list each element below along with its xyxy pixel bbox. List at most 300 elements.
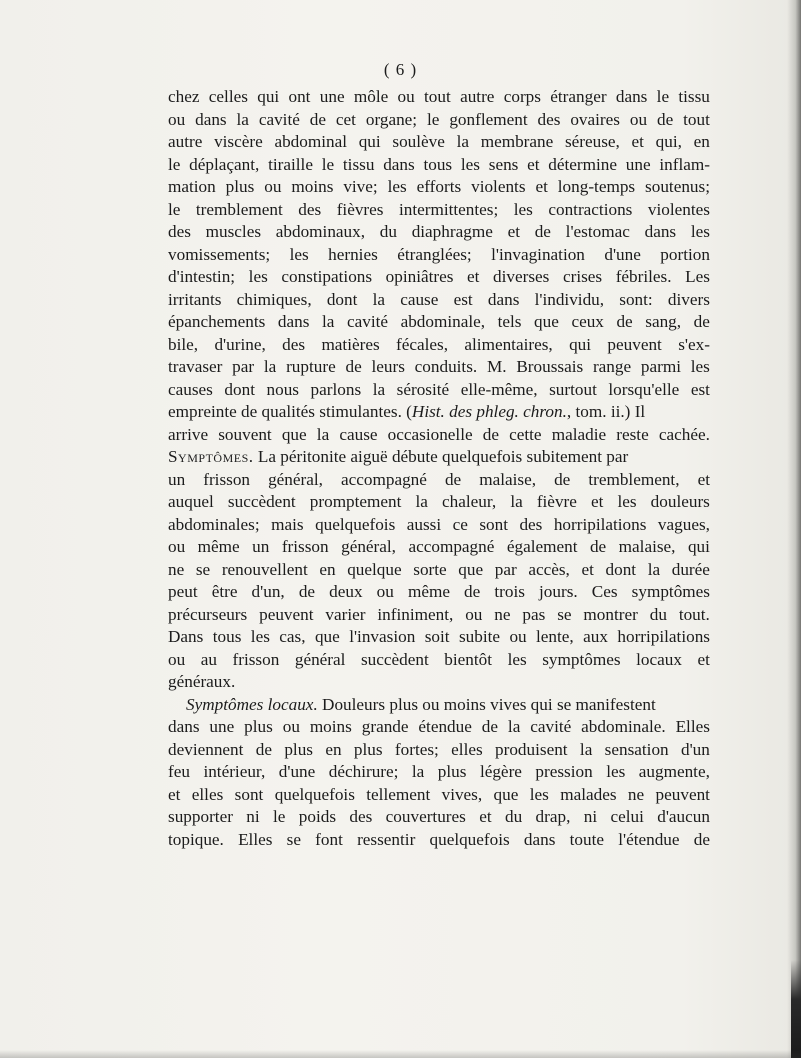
word: quelque: [347, 559, 402, 579]
word: alimentaires,: [464, 334, 553, 354]
word: d'un: [680, 739, 710, 759]
text-line: [168, 379, 710, 402]
word: du: [504, 807, 523, 826]
text-line: [168, 356, 710, 379]
word: range: [592, 357, 632, 376]
word: ou: [168, 649, 186, 669]
word: étranger: [550, 87, 607, 106]
word: frisson: [281, 537, 329, 556]
word: cause: [339, 424, 378, 444]
word: peuvent: [259, 604, 314, 624]
word: divers: [667, 289, 710, 309]
word: sens: [488, 154, 519, 174]
word: du: [379, 222, 397, 241]
word: qui: [257, 87, 280, 106]
word: tels: [497, 312, 522, 331]
word: le: [168, 154, 181, 174]
word: abdominale.: [581, 717, 666, 736]
italic-segment: Symptômes locaux.: [186, 694, 318, 714]
word: les: [460, 154, 480, 174]
word: inflam-: [659, 154, 710, 174]
word: en: [325, 739, 342, 759]
word: l'invagination: [491, 244, 585, 264]
text-line: [168, 334, 710, 357]
word: portion: [660, 244, 710, 264]
word: de: [656, 109, 674, 129]
word: diverses: [493, 267, 550, 286]
text-segment: empreinte de qualités stimulantes. (: [168, 402, 412, 421]
word: soutenus;: [645, 177, 710, 196]
word: long-temps: [557, 177, 636, 196]
word: abdominaux,: [275, 222, 366, 241]
word: que: [281, 424, 307, 444]
word: fécales,: [396, 334, 449, 354]
word: accompagné: [341, 469, 427, 489]
word: les: [250, 627, 270, 646]
page-number: ( 6 ): [383, 60, 418, 79]
word: de: [255, 739, 272, 759]
word: par: [232, 357, 255, 376]
word: pression: [535, 762, 593, 781]
word: matières: [321, 334, 380, 354]
word: sont:: [619, 289, 653, 309]
text-line: [168, 536, 710, 559]
text-line: [168, 491, 710, 514]
text-line: [168, 289, 710, 312]
word: parmi: [640, 357, 681, 376]
word: poids: [298, 807, 337, 826]
word: ou: [397, 87, 415, 106]
text-line: [168, 806, 710, 829]
word: la: [647, 559, 661, 579]
word: peuvent: [655, 784, 710, 804]
word: tout.: [678, 604, 710, 624]
word: cavité: [258, 109, 300, 129]
word: la: [236, 109, 249, 129]
word: augmente,: [638, 762, 710, 781]
word: organe;: [365, 109, 418, 129]
word: qui: [569, 334, 592, 354]
word: deux: [329, 582, 363, 601]
word: parlons: [310, 379, 362, 399]
word: tout: [424, 87, 451, 106]
word: abdominales;: [168, 514, 260, 534]
text-line: [168, 559, 710, 582]
word: plus: [353, 739, 383, 759]
word: irritants: [168, 289, 222, 309]
word: ont: [288, 87, 311, 106]
section-heading: Symptômes.: [168, 447, 254, 466]
word: se: [195, 559, 211, 579]
word: violents: [471, 177, 526, 196]
word: conduits.: [414, 357, 478, 376]
word: d'une: [278, 762, 316, 781]
word: les: [507, 649, 527, 669]
word: être: [211, 582, 238, 601]
word: une: [319, 87, 345, 106]
word: souvent: [218, 424, 272, 444]
word: une: [625, 154, 651, 174]
word: même: [407, 582, 450, 601]
word: par: [494, 559, 517, 579]
text-line: [168, 716, 710, 739]
word: la: [411, 762, 425, 781]
word: ni: [246, 807, 260, 826]
word: ressentir: [357, 829, 416, 849]
word: ceux: [571, 312, 604, 331]
word: un: [168, 469, 186, 489]
word: et: [535, 177, 548, 196]
word: montrer: [583, 604, 638, 624]
word: se: [286, 829, 301, 849]
word: général: [294, 649, 346, 669]
text-line: [168, 739, 710, 762]
word: renouvellent: [221, 559, 308, 579]
word: dans: [195, 109, 227, 129]
word: les: [513, 199, 533, 219]
word: et: [527, 154, 540, 174]
word: cavité: [346, 312, 388, 331]
word: varier: [325, 604, 366, 624]
word: dont: [605, 559, 637, 579]
word: la: [456, 132, 469, 151]
word: cavité: [530, 717, 572, 736]
word: malaise,: [618, 537, 676, 556]
word: durée: [671, 559, 710, 579]
text-line: [168, 244, 710, 267]
word: abdominal: [274, 132, 347, 151]
word: elle-même,: [460, 379, 538, 399]
word: un: [252, 537, 270, 556]
word: dans: [487, 289, 520, 309]
word: des: [519, 514, 543, 534]
word: diaphragme: [411, 222, 493, 241]
word: dans: [168, 717, 200, 736]
word: locaux: [636, 649, 682, 669]
word: pas: [522, 604, 546, 624]
word: occasionelle: [387, 424, 473, 444]
word: séreuse,: [564, 132, 620, 151]
word: de: [616, 312, 633, 331]
word: accompagné: [408, 537, 495, 556]
word: les: [617, 492, 637, 511]
word: vives,: [441, 784, 483, 804]
word: viscère: [214, 132, 263, 151]
word: les: [289, 244, 309, 264]
word: mais: [271, 514, 304, 534]
word: le: [656, 87, 670, 106]
word: ou: [629, 109, 648, 129]
text-line: [168, 176, 710, 199]
word: autre: [460, 87, 495, 106]
word: d'une: [604, 244, 641, 264]
word: aux: [583, 627, 608, 646]
word: M.: [486, 357, 507, 376]
word: dans: [523, 829, 556, 849]
word: détermine: [548, 154, 618, 174]
word: chimiques,: [236, 289, 312, 309]
word: violentes: [647, 199, 710, 219]
word: de: [534, 222, 551, 241]
word: s'ex-: [678, 334, 710, 354]
word: et: [697, 649, 710, 669]
word: causes: [168, 379, 213, 399]
word: de: [482, 424, 499, 444]
word: ce: [452, 514, 468, 534]
word: tout: [683, 109, 710, 129]
word: étendue: [418, 717, 472, 736]
word: sensation: [604, 739, 669, 759]
word: des: [349, 807, 373, 826]
word: la: [372, 289, 385, 309]
word: supporter: [168, 807, 233, 826]
text-line: [168, 401, 710, 424]
word: les: [690, 222, 710, 241]
text-line: [168, 86, 710, 109]
word: leurs: [371, 357, 405, 376]
word: fébriles.: [615, 267, 672, 286]
word: ni: [583, 807, 598, 826]
word: tous: [212, 627, 242, 646]
word: cas,: [279, 627, 306, 646]
word: succèdent: [227, 492, 296, 511]
word: est: [453, 289, 473, 309]
word: même: [197, 537, 240, 556]
word: la: [507, 717, 521, 736]
word: lorsqu'elle: [608, 379, 680, 399]
word: également: [506, 537, 578, 556]
word: dans: [277, 312, 310, 331]
text-segment: La péritonite aiguë débute quelquefois subitement par: [253, 447, 629, 466]
text-line: [168, 514, 710, 537]
word: des: [282, 334, 306, 354]
word: dans: [383, 154, 415, 174]
word: le: [321, 154, 335, 174]
word: de: [693, 312, 710, 331]
word: tiraille: [268, 154, 313, 174]
word: des: [298, 199, 322, 219]
word: lente,: [536, 627, 574, 646]
word: ou: [465, 604, 483, 624]
word: plus: [284, 739, 313, 759]
word: tous: [423, 154, 453, 174]
word: sont: [234, 784, 264, 804]
word: les: [529, 784, 549, 804]
word: cet: [335, 109, 356, 129]
word: symptômes: [542, 649, 621, 669]
word: horripilations: [553, 514, 647, 534]
word: aussi: [406, 514, 442, 534]
word: horripilations: [617, 627, 710, 646]
word: crises: [562, 267, 603, 286]
text-line: [168, 154, 710, 177]
word: sorte: [413, 559, 447, 579]
word: et: [631, 132, 644, 151]
word: soit: [424, 627, 450, 646]
word: la: [415, 492, 428, 511]
text-segment: Douleurs plus ou moins vives qui se manifestent: [317, 694, 656, 714]
word: Elles: [238, 829, 273, 849]
word: que: [493, 784, 519, 804]
word: légère: [479, 762, 522, 781]
word: deviennent: [168, 739, 244, 759]
word: Ces: [591, 582, 618, 601]
word: celui: [610, 807, 644, 826]
word: se: [557, 604, 572, 624]
word: l'étendue: [618, 829, 680, 849]
italic-segment: Hist. des phleg. chron.: [411, 402, 567, 421]
word: tremblement: [195, 199, 283, 219]
word: quelquefois: [315, 514, 396, 534]
text-line: [168, 446, 710, 469]
word: dont: [326, 289, 358, 309]
word: rupture: [286, 357, 336, 376]
word: drap,: [535, 807, 571, 826]
word: et: [168, 784, 181, 804]
word: vive;: [343, 177, 378, 196]
word: peut: [168, 582, 198, 601]
word: la: [316, 424, 330, 444]
word: dans: [615, 87, 648, 106]
word: cette: [509, 424, 542, 444]
word: bile,: [168, 334, 199, 354]
word: chaleur,: [442, 492, 497, 511]
word: couvertures: [385, 807, 466, 826]
text-line: [168, 109, 710, 132]
word: en: [319, 559, 336, 579]
word: et: [467, 267, 480, 286]
word: dans: [644, 222, 677, 241]
text-line: [168, 199, 710, 222]
word: Elles: [675, 717, 710, 736]
word: arrive: [168, 424, 209, 444]
word: frisson: [232, 649, 280, 669]
text-line: [168, 581, 710, 604]
word: la: [372, 379, 386, 399]
word: d'aucun: [657, 807, 710, 826]
word: tissu: [678, 87, 710, 106]
word: ovaires: [570, 109, 620, 129]
word: subite: [458, 627, 501, 646]
word: douleurs: [650, 492, 710, 511]
word: gonflement: [449, 109, 528, 129]
word: Broussais: [516, 357, 584, 376]
word: tellement: [366, 784, 431, 804]
word: Dans: [168, 627, 204, 646]
word: d'intestin;: [168, 267, 236, 286]
word: des: [168, 222, 191, 241]
word: autre: [168, 132, 203, 151]
word: topique.: [168, 829, 224, 849]
word: déchirure;: [328, 762, 399, 781]
word: Les: [685, 267, 710, 286]
word: soulève: [392, 132, 445, 151]
text-line: [168, 694, 710, 717]
word: le: [427, 109, 440, 129]
text-line: [168, 469, 710, 492]
word: de: [345, 357, 362, 376]
word: étranglées;: [397, 244, 472, 264]
word: quelquefois: [274, 784, 355, 804]
word: général,: [341, 537, 396, 556]
word: plus: [225, 177, 255, 196]
word: muscles: [205, 222, 262, 241]
word: le: [273, 807, 286, 826]
word: bientôt: [444, 649, 493, 669]
word: que: [314, 627, 340, 646]
word: abdominale,: [400, 312, 486, 331]
word: et: [697, 469, 710, 489]
word: qui: [358, 132, 381, 151]
word: ne: [627, 784, 645, 804]
word: les: [387, 177, 407, 196]
word: au: [200, 649, 217, 669]
text-line: [168, 829, 710, 852]
word: de: [589, 537, 607, 556]
word: fièvre: [536, 492, 577, 511]
word: des: [537, 109, 561, 129]
word: l'individu,: [534, 289, 605, 309]
word: ne: [494, 604, 511, 624]
text-line: [168, 784, 710, 807]
word: celles: [208, 87, 248, 106]
word: auquel: [168, 492, 214, 511]
word: constipations: [281, 267, 373, 286]
word: fortes;: [394, 739, 439, 759]
text-line: [168, 311, 710, 334]
word: le: [168, 199, 181, 219]
word: de: [444, 469, 462, 489]
word: la: [322, 312, 335, 331]
word: déplaçant,: [189, 154, 260, 174]
word: elles: [191, 784, 224, 804]
word: l'invasion: [349, 627, 416, 646]
word: et: [479, 807, 492, 826]
word: intermittentes;: [398, 199, 499, 219]
word: ou: [168, 109, 186, 129]
word: les: [690, 357, 710, 376]
word: sérosité: [396, 379, 450, 399]
word: et: [590, 492, 604, 511]
word: grande: [361, 717, 409, 736]
word: feu: [168, 762, 190, 781]
word: membrane: [480, 132, 554, 151]
word: ou: [264, 177, 282, 196]
word: opiniâtres: [385, 267, 454, 286]
word: moins: [291, 177, 334, 196]
word: qui: [687, 537, 710, 556]
text-line: [168, 649, 710, 672]
page-bottom-shadow: [0, 1050, 801, 1058]
word: la: [263, 357, 277, 376]
word: et: [507, 222, 520, 241]
word: contractions: [548, 199, 633, 219]
word: succèdent: [360, 649, 429, 669]
word: chez: [168, 87, 200, 106]
word: général,: [268, 469, 323, 489]
word: du: [649, 604, 667, 624]
text-line: [168, 424, 710, 447]
word: la: [579, 739, 593, 759]
word: est: [690, 379, 710, 399]
word: peuvent: [607, 334, 662, 354]
word: cause: [400, 289, 439, 309]
word: trois: [494, 582, 525, 601]
word: surtout: [549, 379, 597, 399]
word: toute: [569, 829, 604, 849]
word: une: [209, 717, 235, 736]
word: jours.: [539, 582, 578, 601]
